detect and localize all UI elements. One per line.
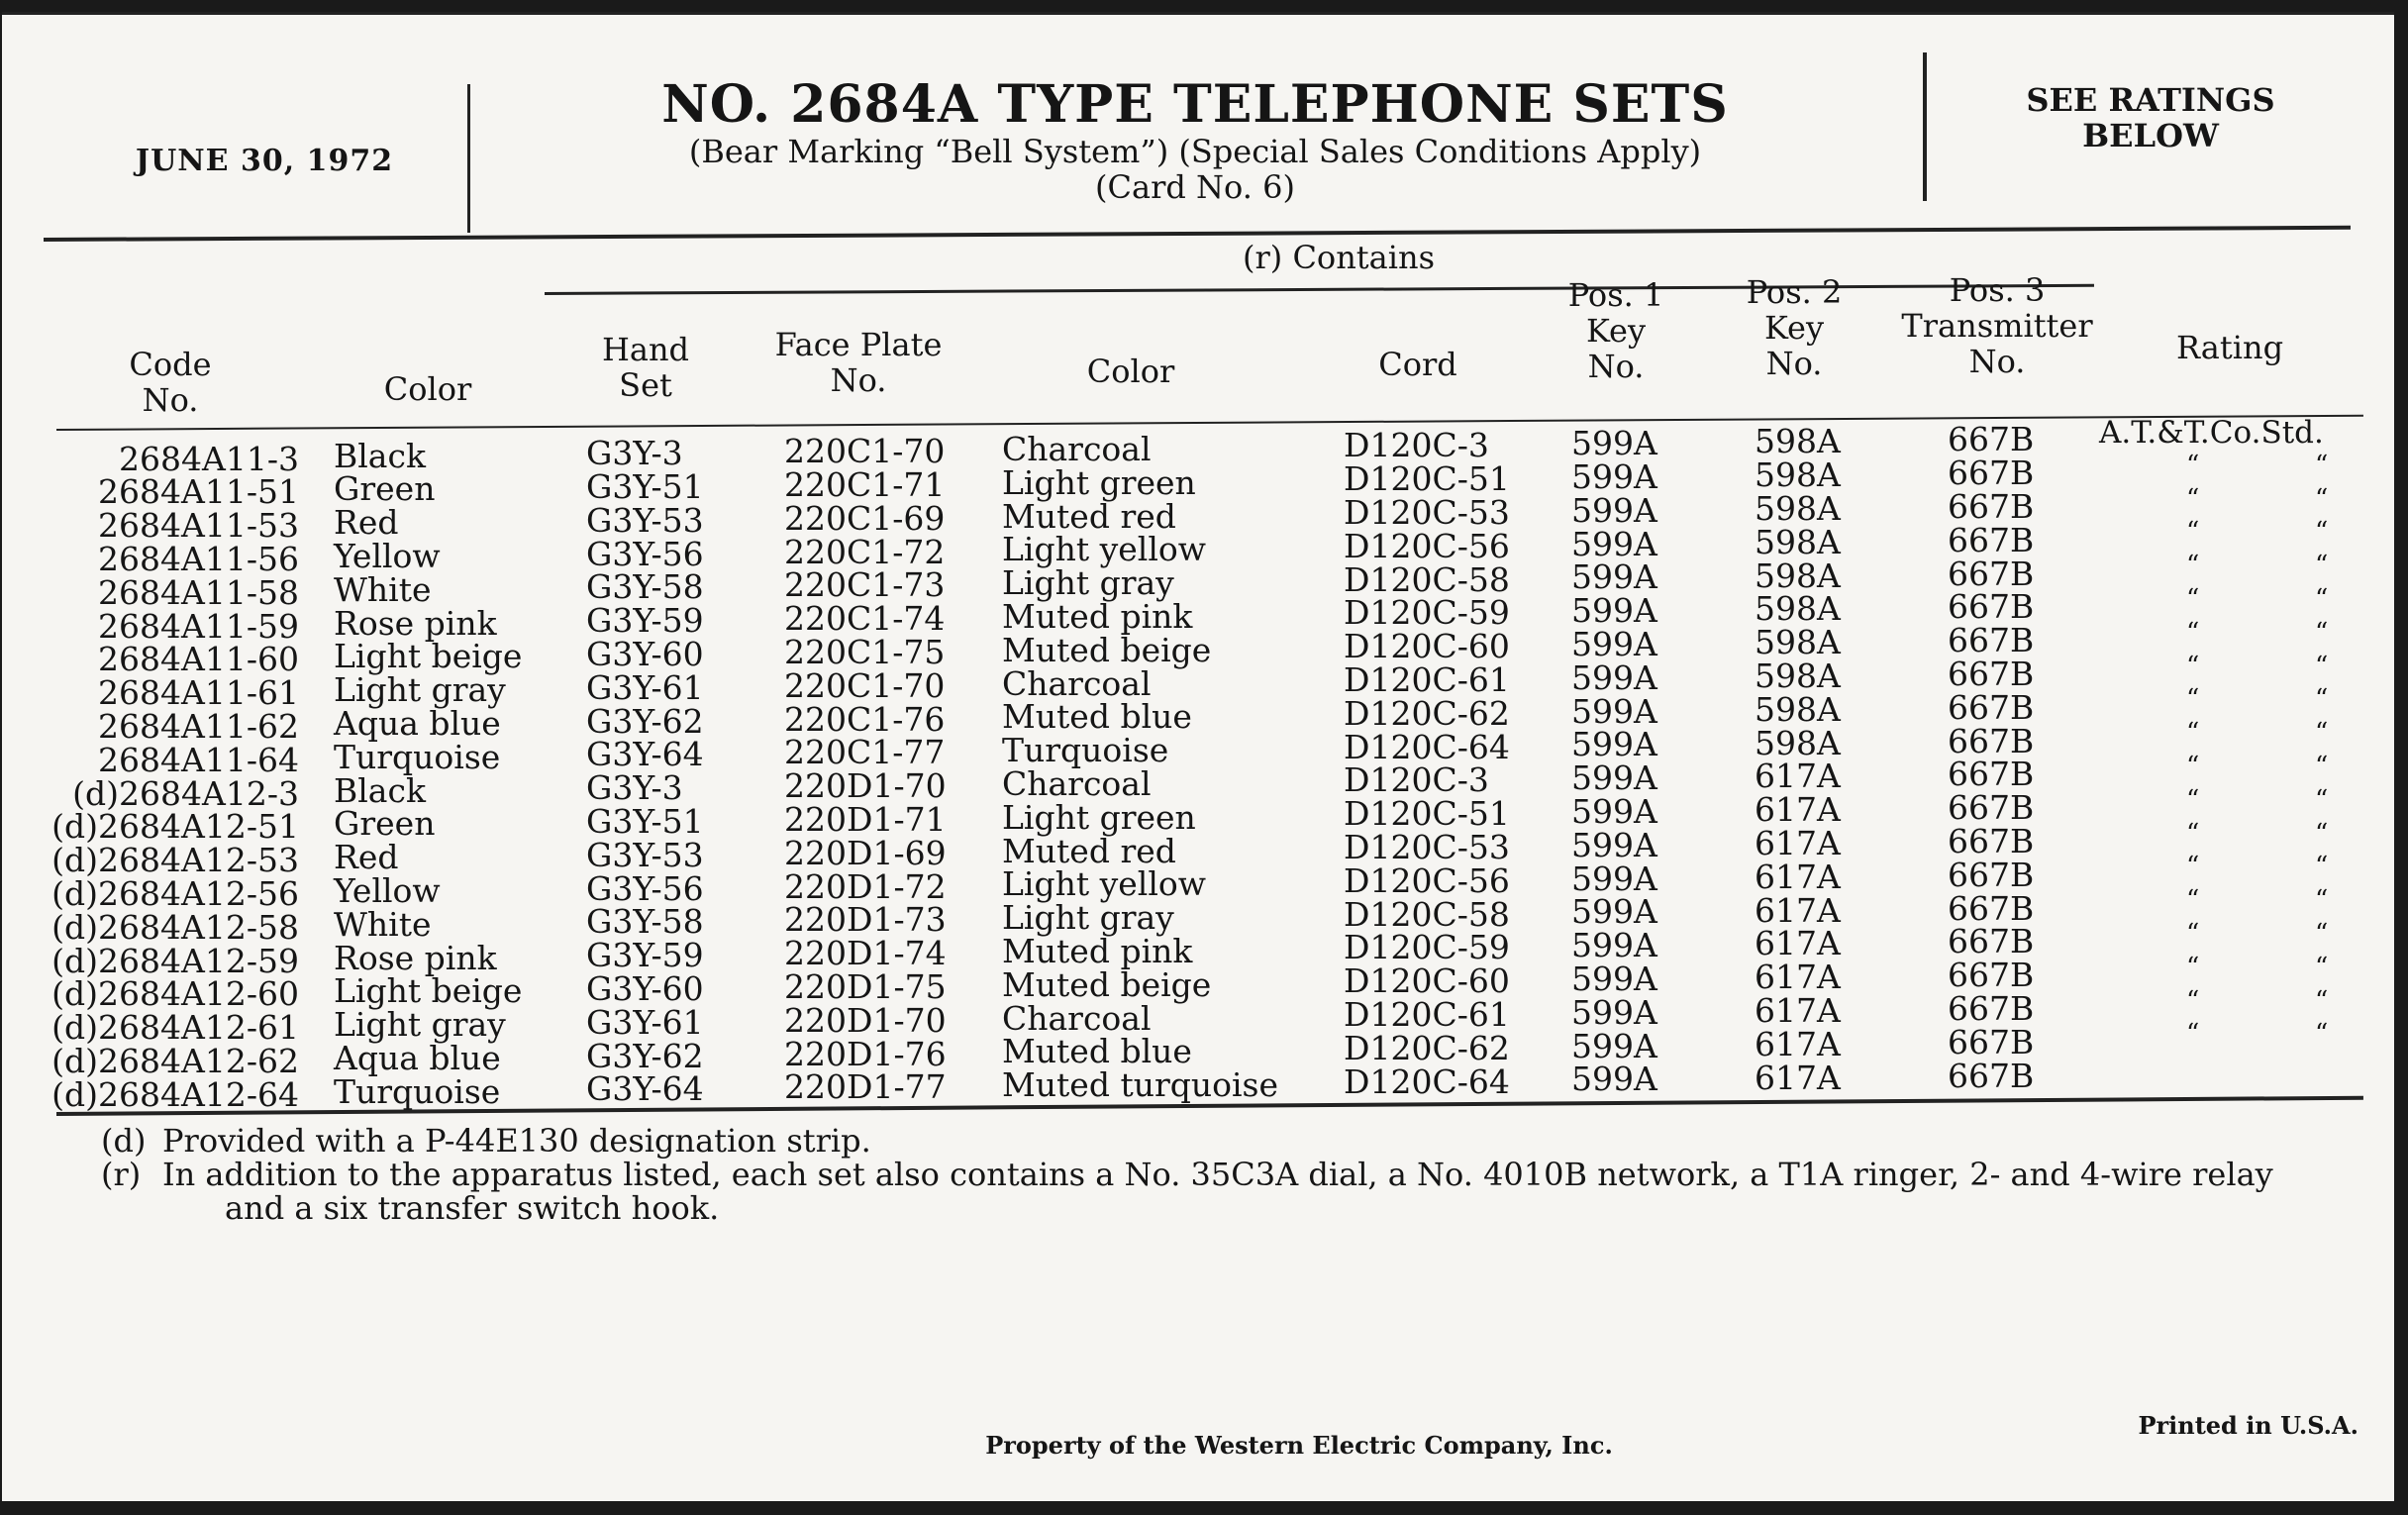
col-header-pos1-line: Key [1585,312,1647,350]
cell-code: 2684A11-58 [98,572,299,612]
cell-rating-ditto: “ [2315,784,2329,815]
cell-color: Rose pink [334,938,497,977]
cell-pos1: 599A [1571,825,1657,864]
footnote-r-text: In addition to the apparatus listed, each set also contains a No. 35C3A dial, a No. 4010B network, a T1A ringer, 2- and 4-wire relay [162,1156,2273,1193]
cell-pos2: 598A [1755,656,1841,695]
cell-rating-ditto: “ [2186,818,2200,849]
cell-code: (d)2684A12-62 [51,1042,299,1080]
cell-rating-ditto: “ [2186,752,2200,781]
cell-rating-ditto: “ [2315,483,2329,514]
cell-pos3: 667B [1948,554,2035,593]
ratings-note-line2: BELOW [2082,117,2219,154]
cell-color: Rose pink [334,603,497,643]
cell-handset: G3Y-64 [586,735,704,774]
cell-cord: D120C-62 [1344,1028,1510,1067]
cell-pos1: 599A [1571,691,1657,731]
col-header-color-line: Color [383,370,472,408]
cell-cord: D120C-3 [1344,426,1489,465]
cell-fp-color: Light green [1002,797,1196,837]
col-header-pos3-line: Pos. 3 [1949,271,2046,309]
cell-rating-ditto: “ [2315,752,2329,781]
cell-handset: G3Y-58 [586,567,704,607]
cell-pos3: 667B [1948,520,2035,559]
cell-pos3: 667B [1948,956,2035,995]
cell-pos1: 599A [1571,591,1657,631]
cell-rating-ditto: “ [2315,584,2329,614]
cell-rating-ditto: “ [2186,450,2200,480]
cell-pos3: 667B [1948,855,2035,894]
col-header-pos3-line: No. [1968,343,2026,380]
cell-fp-color: Light yellow [1002,864,1206,904]
cell-cord: D120C-61 [1344,660,1510,700]
cell-pos3: 667B [1948,988,2035,1028]
col-header-rating-line: Rating [2175,329,2284,366]
cell-pos2: 598A [1755,589,1841,629]
cell-color: Green [334,469,436,509]
cell-fp-color: Muted turquoise [1002,1065,1279,1105]
cell-pos1: 599A [1571,624,1657,663]
cell-handset: G3Y-61 [586,1002,704,1042]
col-header-pos3 [1883,272,2111,379]
footnote-d [101,1124,2378,1158]
cell-fp-color: Muted red [1002,831,1176,870]
cell-faceplate: 220D1-69 [784,833,947,872]
cell-color: Light beige [334,971,523,1011]
col-header-rating [2131,330,2329,365]
cell-faceplate: 220C1-77 [784,733,946,772]
cell-pos1: 599A [1571,858,1657,898]
cell-pos1: 599A [1571,926,1657,965]
cell-faceplate: 220C1-73 [784,565,946,605]
cell-pos1: 599A [1571,657,1657,697]
cell-pos2: 617A [1755,1058,1841,1097]
cell-fp-color: Light yellow [1002,530,1206,569]
cell-pos3: 667B [1948,621,2035,660]
cell-code: 2684A11-62 [98,707,299,746]
cell-pos3: 667B [1948,654,2035,693]
cell-pos3: 667B [1948,1056,2035,1095]
cell-cord: D120C-60 [1344,627,1510,666]
cell-faceplate: 220C1-74 [784,599,946,639]
cell-pos2: 598A [1755,689,1841,729]
cell-faceplate: 220C1-76 [784,699,946,739]
cell-fp-color: Muted blue [1002,1032,1192,1071]
cell-rating-ditto: “ [2315,852,2329,882]
cell-rating-ditto: “ [2186,784,2200,815]
cell-faceplate: 220C1-70 [784,665,946,705]
cell-pos2: 617A [1755,757,1841,796]
cell-handset: G3Y-62 [586,1036,704,1075]
cell-color: Light gray [334,1005,506,1045]
cell-fp-color: Light gray [1002,563,1174,603]
card-date: JUNE 30, 1972 [135,144,394,178]
ratings-note [1962,82,2339,153]
cell-pos3: 667B [1948,721,2035,760]
page-title: NO. 2684A TYPE TELEPHONE SETS [661,74,1729,135]
cell-faceplate: 220D1-72 [784,866,947,906]
cell-faceplate: 220C1-71 [784,464,946,504]
footnote-r [101,1158,2378,1191]
col-header-fp-color [1032,354,1230,389]
cell-pos2: 598A [1755,455,1841,495]
cell-rating-ditto: “ [2315,985,2329,1016]
header-divider-right [1923,52,1927,201]
cell-fp-color: Light green [1002,462,1196,502]
cell-pos3: 667B [1948,486,2035,526]
ratings-note-line1: SEE RATINGS [2026,81,2275,119]
cell-rating-ditto: “ [2186,885,2200,916]
footer-printed: Printed in U.S.A. [2138,1411,2358,1440]
cell-color: White [334,569,432,609]
cell-code: (d)2684A12-60 [51,974,299,1014]
cell-handset: G3Y-59 [586,601,704,641]
cell-rating-ditto: “ [2186,584,2200,614]
cell-handset: G3Y-3 [586,434,683,473]
cell-pos2: 617A [1755,823,1841,862]
cell-pos1: 599A [1571,725,1657,764]
cell-color: Yellow [334,871,441,911]
cell-color: White [334,904,432,944]
cell-pos3: 667B [1948,687,2035,727]
cell-cord: D120C-59 [1344,593,1510,633]
cell-color: Red [334,838,399,877]
cell-code: 2684A11-64 [98,740,299,779]
cell-code: (d)2684A12-3 [72,773,299,813]
cell-pos1: 599A [1571,791,1657,831]
cell-rating-ditto: “ [2315,718,2329,749]
cell-rating: A.T.&T.Co.Std. [2099,415,2324,451]
cell-code: (d)2684A12-59 [51,941,299,980]
cell-pos2: 617A [1755,857,1841,896]
cell-code: 2684A11-51 [98,472,299,512]
col-header-handset [566,332,725,403]
cell-handset: G3Y-53 [586,500,704,540]
col-header-pos2-line: Pos. 2 [1746,273,1843,311]
cell-code: 2684A11-61 [98,673,299,713]
cell-pos3: 667B [1948,1022,2035,1061]
footer-property: Property of the Western Electric Company, Inc. [985,1431,1613,1460]
cell-pos2: 598A [1755,623,1841,662]
col-header-faceplate-line: No. [830,361,887,399]
col-header-handset-line: Hand [601,331,690,368]
cell-cord: D120C-64 [1344,727,1510,766]
cell-handset: G3Y-60 [586,634,704,673]
cell-pos2: 598A [1755,556,1841,595]
cell-code: (d)2684A12-51 [51,807,299,847]
cell-code: (d)2684A12-56 [51,874,299,913]
footnote-r-continued: and a six transfer switch hook. [225,1189,720,1227]
col-header-pos3-line: Transmitter [1901,307,2093,345]
cell-faceplate: 220D1-77 [784,1067,947,1107]
cell-pos1: 599A [1571,1026,1657,1065]
cell-rating-ditto: “ [2315,952,2329,982]
cell-pos2: 598A [1755,522,1841,561]
cell-cord: D120C-61 [1344,995,1510,1035]
cell-rating-ditto: “ [2315,450,2329,480]
cell-rating-ditto: “ [2186,617,2200,648]
cell-pos1: 599A [1571,992,1657,1032]
cell-cord: D120C-3 [1344,760,1489,800]
cell-cord: D120C-60 [1344,961,1510,1001]
cell-faceplate: 220D1-73 [784,900,947,940]
cell-fp-color: Muted pink [1002,596,1193,636]
cell-fp-color: Muted pink [1002,931,1193,970]
cell-fp-color: Turquoise [1002,731,1169,770]
col-header-fp-color-line: Color [1086,353,1175,390]
cell-color: Aqua blue [334,704,501,744]
cell-handset: G3Y-58 [586,902,704,942]
cell-cord: D120C-56 [1344,860,1510,900]
cell-rating-ditto: “ [2315,885,2329,916]
cell-pos1: 599A [1571,524,1657,563]
cell-color: Aqua blue [334,1039,501,1078]
cell-fp-color: Charcoal [1002,663,1152,703]
cell-rating-ditto: “ [2186,985,2200,1016]
cell-handset: G3Y-56 [586,868,704,908]
cell-rating-ditto: “ [2186,919,2200,949]
contains-label: (r) Contains [1243,239,1435,276]
cell-color: Turquoise [334,737,501,776]
cell-code: (d)2684A12-64 [51,1074,299,1114]
cell-cord: D120C-56 [1344,526,1510,565]
cell-handset: G3Y-3 [586,768,683,808]
cell-cord: D120C-51 [1344,794,1510,834]
cell-rating-ditto: “ [2315,684,2329,715]
cell-handset: G3Y-51 [586,801,704,841]
col-header-faceplate-line: Face Plate [774,326,943,363]
cell-faceplate: 220D1-75 [784,966,947,1006]
cell-color: Red [334,503,399,543]
cell-color: Turquoise [334,1071,501,1111]
cell-code: 2684A11-60 [98,640,299,679]
cell-fp-color: Charcoal [1002,763,1152,803]
cell-cord: D120C-53 [1344,493,1510,533]
cell-cord: D120C-59 [1344,928,1510,967]
cell-code: (d)2684A12-61 [51,1008,299,1048]
cell-handset: G3Y-60 [586,968,704,1008]
cell-color: Green [334,804,436,844]
cell-rating-ditto: “ [2186,1019,2200,1050]
cell-rating-ditto: “ [2186,718,2200,749]
col-header-pos2 [1715,274,1873,381]
cell-cord: D120C-62 [1344,693,1510,733]
cell-pos3: 667B [1948,587,2035,627]
cell-code: 2684A11-53 [98,506,299,546]
cell-pos2: 617A [1755,990,1841,1030]
col-header-pos1 [1537,277,1695,384]
cell-pos2: 617A [1755,890,1841,930]
cell-fp-color: Charcoal [1002,429,1152,468]
header-center [477,76,1913,205]
cell-cord: D120C-58 [1344,894,1510,934]
cell-pos1: 599A [1571,456,1657,496]
col-header-color [339,371,517,407]
cell-cord: D120C-53 [1344,828,1510,867]
cell-pos1: 599A [1571,959,1657,998]
col-header-faceplate [754,327,962,398]
cell-pos3: 667B [1948,420,2035,459]
cell-faceplate: 220D1-76 [784,1034,947,1073]
cell-color: Light gray [334,670,506,710]
cell-pos3: 667B [1948,788,2035,828]
col-header-cord-line: Cord [1378,346,1457,383]
cell-rating-ditto: “ [2315,651,2329,681]
cell-pos3: 667B [1948,755,2035,794]
cell-code: (d)2684A12-58 [51,907,299,947]
cell-pos2: 598A [1755,488,1841,528]
cell-pos3: 667B [1948,888,2035,928]
cell-fp-color: Muted blue [1002,697,1192,737]
cell-code: 2684A11-59 [98,606,299,646]
col-header-code-line: No. [142,381,199,419]
cell-rating-ditto: “ [2186,651,2200,681]
cell-pos3: 667B [1948,821,2035,860]
cell-faceplate: 220C1-69 [784,498,946,538]
card-number: (Card No. 6) [1095,168,1295,206]
cell-color: Light beige [334,637,523,676]
telephone-set-card [2,12,2394,1501]
col-header-handset-line: Set [619,366,672,404]
cell-rating-ditto: “ [2315,1019,2329,1050]
cell-pos1: 599A [1571,892,1657,932]
cell-code: 2684A11-56 [98,540,299,578]
cell-rating-ditto: “ [2315,551,2329,581]
cell-color: Black [334,770,426,810]
cell-pos2: 598A [1755,723,1841,762]
cell-faceplate: 220D1-70 [784,766,947,806]
footnotes [101,1124,2378,1225]
cell-rating-ditto: “ [2186,483,2200,514]
header-divider-left [467,84,470,233]
cell-cord: D120C-51 [1344,459,1510,499]
page-subtitle: (Bear Marking “Bell System”) (Special Sales Conditions Apply) [688,133,1702,170]
cell-rating-ditto: “ [2186,517,2200,548]
cell-pos1: 599A [1571,424,1657,463]
cell-faceplate: 220D1-74 [784,934,947,973]
footnote-r-mark: (r) [101,1156,142,1193]
cell-rating-ditto: “ [2186,684,2200,715]
cell-pos3: 667B [1948,454,2035,493]
cell-code: (d)2684A12-53 [51,841,299,880]
cell-pos2: 598A [1755,422,1841,461]
cell-rating-ditto: “ [2315,517,2329,548]
cell-pos2: 617A [1755,958,1841,997]
cell-handset: G3Y-56 [586,534,704,573]
col-header-pos1-line: Pos. 1 [1567,276,1664,314]
cell-color: Yellow [334,537,441,576]
cell-rating-ditto: “ [2315,617,2329,648]
cell-rating-ditto: “ [2315,818,2329,849]
cell-color: Black [334,436,426,475]
cell-pos1: 599A [1571,490,1657,530]
cell-pos1: 599A [1571,557,1657,597]
cell-handset: G3Y-59 [586,936,704,975]
cell-pos2: 617A [1755,1024,1841,1063]
cell-fp-color: Charcoal [1002,998,1152,1038]
cell-rating-ditto: “ [2315,919,2329,949]
col-header-cord [1319,347,1517,382]
cell-handset: G3Y-53 [586,835,704,874]
cell-faceplate: 220C1-72 [784,532,946,571]
cell-pos3: 667B [1948,922,2035,961]
cell-fp-color: Muted beige [1002,964,1212,1004]
cell-code: 2684A11-3 [119,439,299,478]
col-header-pos2-line: No. [1765,345,1823,382]
col-header-pos2-line: Key [1763,309,1825,347]
cell-pos2: 617A [1755,924,1841,963]
col-header-code [91,347,250,418]
cell-rating-ditto: “ [2186,551,2200,581]
cell-handset: G3Y-64 [586,1069,704,1109]
cell-cord: D120C-64 [1344,1061,1510,1101]
footnote-d-mark: (d) [101,1122,147,1160]
cell-faceplate: 220C1-70 [784,432,946,471]
cell-fp-color: Muted red [1002,496,1176,536]
cell-fp-color: Muted beige [1002,630,1212,669]
footnote-d-text: Provided with a P-44E130 designation strip. [162,1122,871,1160]
col-header-code-line: Code [129,346,212,383]
cell-pos1: 599A [1571,758,1657,798]
cell-faceplate: 220C1-75 [784,632,946,671]
cell-handset: G3Y-51 [586,466,704,506]
cell-faceplate: 220D1-70 [784,1000,947,1040]
cell-rating-ditto: “ [2186,952,2200,982]
cell-faceplate: 220D1-71 [784,799,947,839]
cell-rating-ditto: “ [2186,852,2200,882]
cell-pos1: 599A [1571,1060,1657,1099]
cell-pos2: 617A [1755,790,1841,830]
cell-fp-color: Light gray [1002,898,1174,938]
cell-handset: G3Y-61 [586,667,704,707]
cell-cord: D120C-58 [1344,559,1510,599]
col-header-pos1-line: No. [1587,348,1645,385]
cell-handset: G3Y-62 [586,701,704,741]
